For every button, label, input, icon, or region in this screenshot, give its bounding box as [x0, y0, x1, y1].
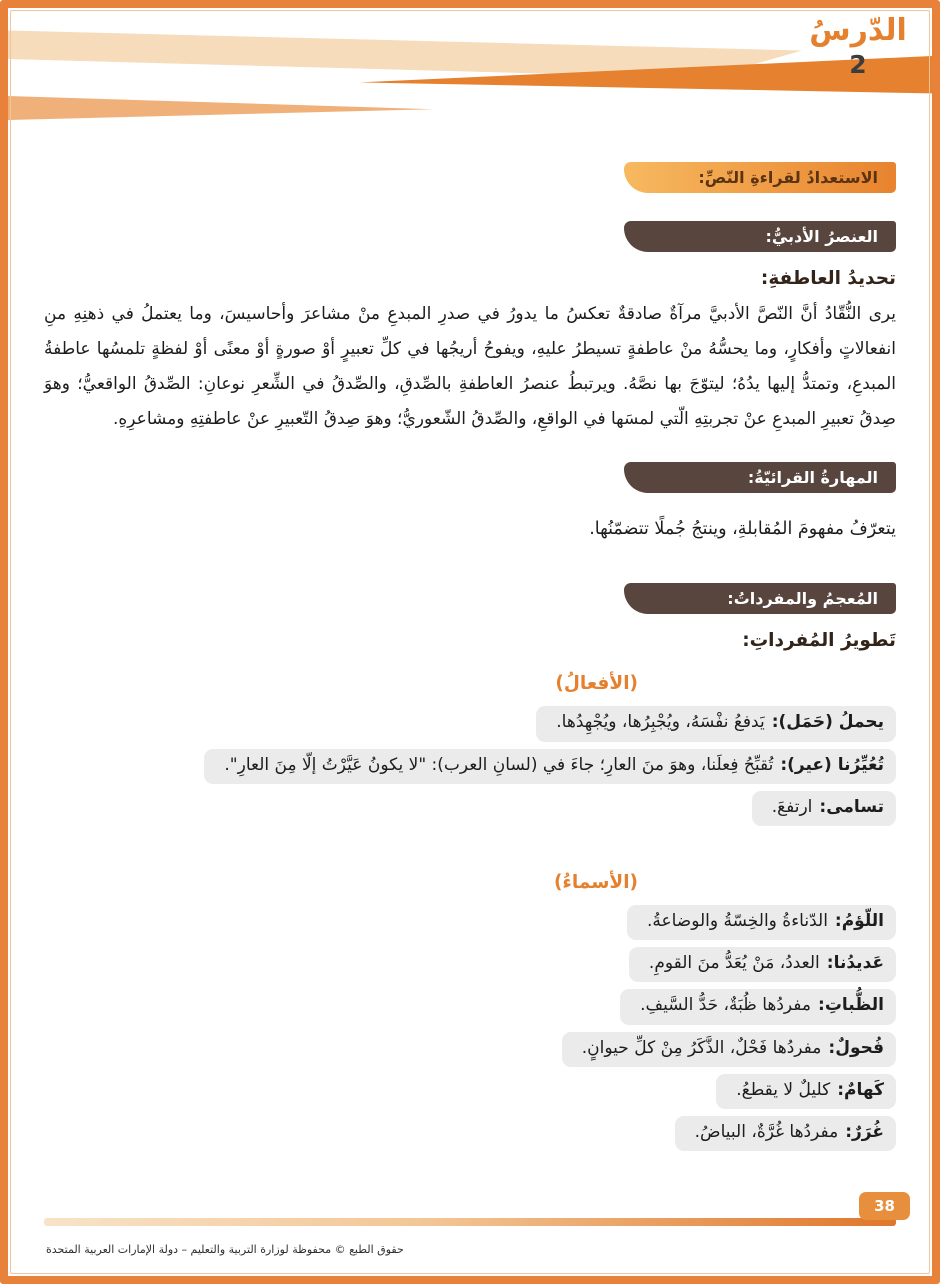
vocab-term: الظُّباتِ: — [818, 995, 884, 1016]
vocab-term: عَديدُنا: — [826, 953, 884, 974]
vocab-term: كَهامٌ: — [837, 1079, 884, 1100]
vocab-term: تسامى: — [819, 796, 884, 817]
vocab-term: تُعُيِّرُنا (عير): — [780, 754, 884, 775]
vocab-highlight — [536, 706, 896, 741]
banner-literary-element: العنصرُ الأدبيُّ: — [624, 221, 896, 252]
vocab-highlight — [629, 947, 896, 982]
literary-paragraph: يرى النُّقّادُ أنَّ النّصَّ الأدبيَّ مرآةٌ صادقةٌ تعكسُ ما يدورُ في صدرِ المبدعِ منْ مشاعرَ وأحاسيسَ، وما يعتملُ في ذهنِهِ منِ انفعالاتٍ وأفكارٍ، وما يحسُّهُ منْ عاطفةٍ تسيطرُ عليهِ، ويفوحُ أريجُها في كلِّ تعبيرٍ أوْ صورةٍ أوْ معنًى أوْ لفظةٍ تلمسُها عاطفةُ المبدعِ، وتمتدُّ إليها يدُهُ؛ ليتوّجَ بها نصَّهُ. ويرتبطُ عنصرُ العاطفةِ بالصِّدقِ، والصِّدقُ في الشِّعرِ نوعانِ: الصِّدقُ الواقعيُّ؛ وهوَ صِدقُ تعبيرِ المبدعِ عنْ تجربتِهِ الّتي لمسَها في الواقعِ، والصِّدقُ الشّعوريُّ؛ وهوَ صِدقُ التّعبيرِ عنْ عاطفتِهِ ومشاعرِهِ. — [44, 304, 896, 429]
vocab-term: فُحولٌ: — [828, 1037, 884, 1058]
vocab-definition: مفردُها فَحْلٌ، الذَّكَرُ مِنْ كلِّ حيوانٍ. — [581, 1037, 822, 1058]
vocab-definition: ارتفعَ. — [771, 796, 813, 817]
vocab-row — [44, 791, 896, 826]
vocab-definition: الدّناءةُ والخِسّةُ والوضاعةُ. — [646, 910, 828, 931]
vocab-highlight — [752, 791, 896, 826]
vocab-row — [44, 989, 896, 1024]
vocab-term: يحملُ (حَمَل): — [771, 712, 884, 733]
nouns-category-label: (الأسماءُ) — [553, 871, 638, 893]
heading-develop-vocabulary: تَطويرُ المُفرداتِ: — [742, 630, 896, 652]
footer-gradient-bar — [44, 1218, 896, 1226]
banner-prepare-to-read: الاستعدادُ لقراءةِ النّصِّ: — [624, 162, 896, 193]
vocab-definition: مفردُها غُرَّةٌ، البياضُ. — [694, 1121, 839, 1142]
page-number-badge: 38 — [859, 1192, 910, 1220]
vocab-definition: كليلٌ لا يقطعُ. — [736, 1079, 831, 1100]
vocab-highlight — [716, 1074, 896, 1109]
vocab-row — [44, 1116, 896, 1151]
vocab-term: غُرَرٌ: — [845, 1121, 884, 1142]
vocab-definition: مفردُها ظُبَةٌ، حَدُّ السَّيفِ. — [640, 995, 812, 1016]
vocab-row — [44, 1074, 896, 1109]
page-content — [8, 162, 932, 1151]
page-header — [8, 8, 932, 136]
reading-skill-text: يتعرّفُ مفهومَ المُقابلةِ، وينتجُ جُملًا تتضمّنُها. — [589, 519, 896, 540]
vocab-highlight — [204, 749, 896, 784]
vocab-highlight — [627, 905, 896, 940]
lesson-number: 2 — [849, 49, 867, 79]
vocab-highlight — [562, 1032, 896, 1067]
header-decoration-peach-wedge — [8, 96, 433, 120]
vocab-definition: يَدفعُ نفْسَهُ، ويُجْبِرُها، ويُجْهِدُها. — [556, 712, 765, 733]
verbs-category-label: (الأفعالُ) — [555, 673, 638, 695]
banner-reading-skill: المهارةُ القرائيّةُ: — [624, 462, 896, 493]
copyright-text: حقوق الطبع © محفوظة لوزارة التربية والتعليم – دولة الإمارات العربية المتحدة — [46, 1243, 404, 1256]
banner-vocabulary: المُعجمُ والمفرداتُ: — [624, 583, 896, 614]
vocab-term: اللّؤمُ: — [834, 910, 884, 931]
vocab-row — [44, 905, 896, 940]
heading-identify-emotion: تحديدُ العاطفةِ: — [760, 268, 896, 289]
vocab-definition: العددُ، مَنْ يُعَدُّ منَ القومِ. — [648, 953, 820, 974]
vocab-highlight — [675, 1116, 896, 1151]
lesson-title-block — [798, 12, 918, 79]
vocab-row — [44, 749, 896, 784]
vocab-row — [44, 1032, 896, 1067]
vocab-row — [44, 706, 896, 741]
vocab-highlight — [620, 989, 896, 1024]
lesson-label: الدّرسُ — [809, 13, 907, 48]
vocab-definition: تُقبِّحُ فِعلَنا، وهوَ منَ العارِ؛ جاءَ في (لسانِ العرب): "لا يكونُ عَيَّرْتُ إلّا مِنَ العارِ". — [224, 754, 774, 775]
vocab-row — [44, 947, 896, 982]
